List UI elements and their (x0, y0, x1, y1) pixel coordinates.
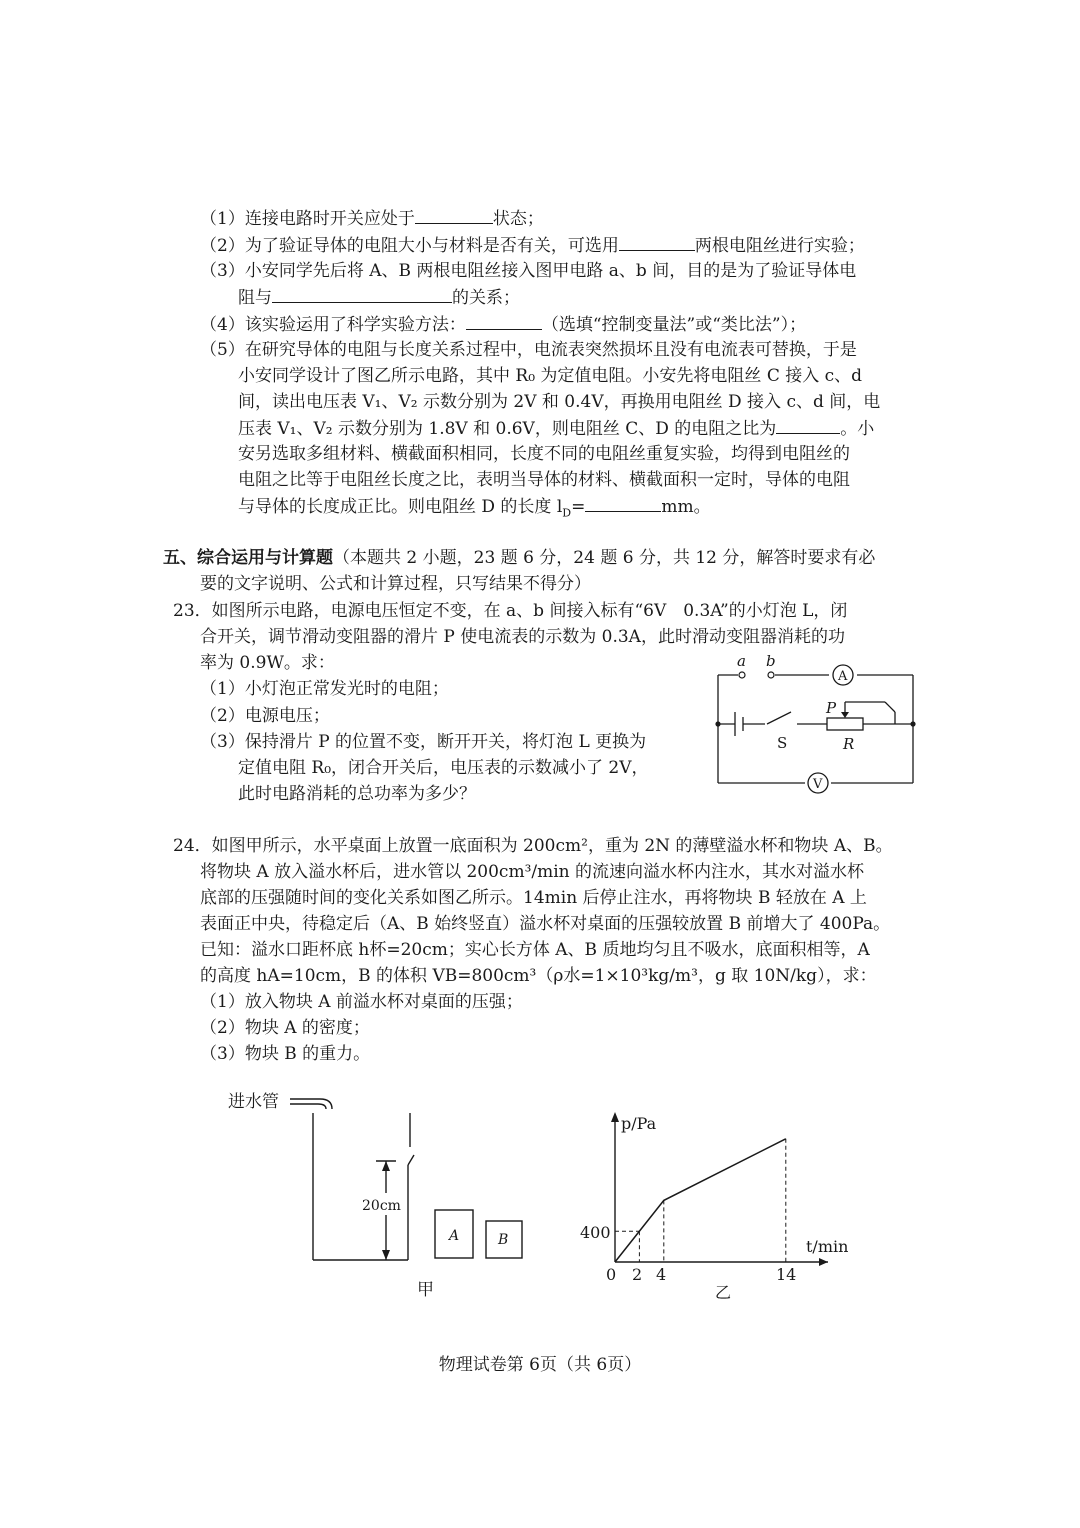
x-tick-14: 14 (776, 1265, 797, 1284)
q22-part5-line5: 安另选取多组材料、横截面积相同，长度不同的电阻丝重复实验，均得到电阻丝的 (238, 444, 850, 464)
answer-blank[interactable] (415, 205, 493, 224)
fig-jia-caption: 甲 (417, 1280, 434, 1300)
resistor-r-label: R (843, 735, 855, 753)
y-axis-label: p/Pa (621, 1114, 657, 1133)
answer-blank[interactable] (619, 232, 695, 251)
y-tick-400: 400 (580, 1223, 611, 1242)
q24-sub1: （1）放入物块 A 前溢水杯对桌面的压强； (200, 992, 523, 1012)
answer-blank[interactable] (776, 415, 840, 434)
terminal-b-label: b (766, 652, 776, 670)
q23-circuit-diagram (705, 650, 935, 805)
q23-sub3-line2: 定值电阻 R₀，闭合开关后，电压表的示数减小了 2V， (238, 758, 649, 778)
q22-part5-line1: （5）在研究导体的电阻与长度关系过程中，电流表突然损坏且没有电流表可替换，于是 (200, 340, 857, 360)
q24-sub2: （2）物块 A 的密度； (200, 1018, 370, 1038)
x-tick-4: 4 (656, 1265, 667, 1284)
q22-part2: （2）为了验证导体的电阻大小与材料是否有关，可选用 两根电阻丝进行实验； (200, 232, 865, 259)
answer-blank[interactable] (272, 284, 452, 303)
q23-sub1: （1）小灯泡正常发光时的电阻； (200, 679, 449, 699)
q24-line1: 24．如图甲所示，水平桌面上放置一底面积为 200cm²，重为 2N 的薄壁溢水杯和物块 A、B。 (173, 836, 893, 856)
x-axis-arrow (819, 1258, 828, 1266)
terminal-a-label: a (737, 652, 746, 670)
q22-part3-line1: （3）小安同学先后将 A、B 两根电阻丝接入图甲电路 a、b 间，目的是为了验证导体电 (200, 261, 857, 281)
q24-line6: 的高度 hA=10cm，B 的体积 VB=800cm³（ρ水=1×10³kg/m³，g 取 10N/kg），求： (200, 966, 877, 986)
switch-s-label: S (777, 734, 788, 752)
y-axis-arrow (611, 1112, 619, 1122)
x-axis-label: t/min (806, 1237, 849, 1256)
block-b-label: B (498, 1232, 509, 1248)
inlet-pipe-label: 进水管 (228, 1092, 279, 1112)
q23-line3: 率为 0.9W。求： (200, 653, 335, 673)
q24-line3: 底部的压强随时间的变化关系如图乙所示。14min 后停止注水，再将物块 B 轻放在 A 上 (200, 888, 867, 908)
q24-line2: 将物块 A 放入溢水杯后，进水管以 200cm³/min 的流速向溢水杯内注水，其水对溢水杯 (200, 862, 865, 882)
slider-p-label: P (826, 699, 837, 717)
q24-sub3: （3）物块 B 的重力。 (200, 1044, 371, 1064)
block-a-label: A (449, 1228, 460, 1244)
q22-part5-line7: 与导体的长度成正比。则电阻丝 D 的长度 $l_D=$ mm。 (238, 493, 711, 520)
q23-line1: 23．如图所示电路，电源电压恒定不变，在 a、b 间接入标有“6V 0.3A”的小灯泡 L，闭 (173, 601, 848, 621)
q22-part4: （4）该实验运用了科学实验方法： （选填“控制变量法”或“类比法”）； (200, 311, 806, 338)
fig-yi-pressure-chart (570, 1100, 860, 1310)
height-20cm-label: 20cm (362, 1198, 401, 1214)
ammeter-label: A (838, 669, 848, 684)
x-tick-2: 2 (632, 1265, 643, 1284)
q22-part5-line6: 电阻之比等于电阻丝长度之比，表明当导体的材料、横截面积一定时，导体的电阻 (238, 470, 850, 490)
q22-part3-line2: 阻与 的关系； (238, 284, 520, 311)
q23-line2: 合开关，调节滑动变阻器的滑片 P 使电流表的示数为 0.3A，此时滑动变阻器消耗的功 (200, 627, 845, 647)
q24-line4: 表面正中央，待稳定后（A、B 始终竖直）溢水杯对桌面的压强较放置 B 前增大了 400Pa。 (200, 914, 891, 934)
q23-sub3-line1: （3）保持滑片 P 的位置不变，断开开关，将灯泡 L 更换为 (200, 732, 647, 752)
pressure-line (615, 1139, 786, 1262)
q24-line5: 已知：溢水口距杯底 h杯=20cm；实心长方体 A、B 质地均匀且不吸水，底面积相等，A (200, 940, 870, 960)
fig-jia-overflow-cup (220, 1085, 540, 1305)
q22-part1: （1）连接电路时开关应处于 状态； (200, 205, 544, 232)
section5-heading-line2: 要的文字说明、公式和计算过程，只写结果不得分） (200, 574, 591, 594)
q22-part5-line2: 小安同学设计了图乙所示电路，其中 R₀ 为定值电阻。小安先将电阻丝 C 接入 c、d (238, 366, 863, 386)
voltmeter-label: V (813, 777, 823, 792)
x-tick-0: 0 (606, 1265, 617, 1284)
q23-sub2: （2）电源电压； (200, 706, 330, 726)
page-footer: 物理试卷第 6页（共 6页） (438, 1355, 642, 1375)
answer-blank[interactable] (585, 493, 661, 512)
q22-part5-line4: 压表 V₁、V₂ 示数分别为 1.8V 和 0.6V，则电阻丝 C、D 的电阻之比为 。小 (238, 415, 874, 442)
fig-yi-caption: 乙 (715, 1283, 732, 1302)
section5-heading-line1: 五、综合运用与计算题（本题共 2 小题，23 题 6 分，24 题 6 分，共 12 分，解答时要求有必 (163, 548, 876, 568)
q22-part5-line3: 间，读出电压表 V₁、V₂ 示数分别为 2V 和 0.4V，再换用电阻丝 D 接入 c、d 间，电 (238, 392, 881, 412)
q23-sub3-line3: 此时电路消耗的总功率为多少？ (238, 784, 476, 804)
answer-blank[interactable] (466, 311, 542, 330)
section-title: 五、综合运用与计算题 (163, 548, 333, 568)
